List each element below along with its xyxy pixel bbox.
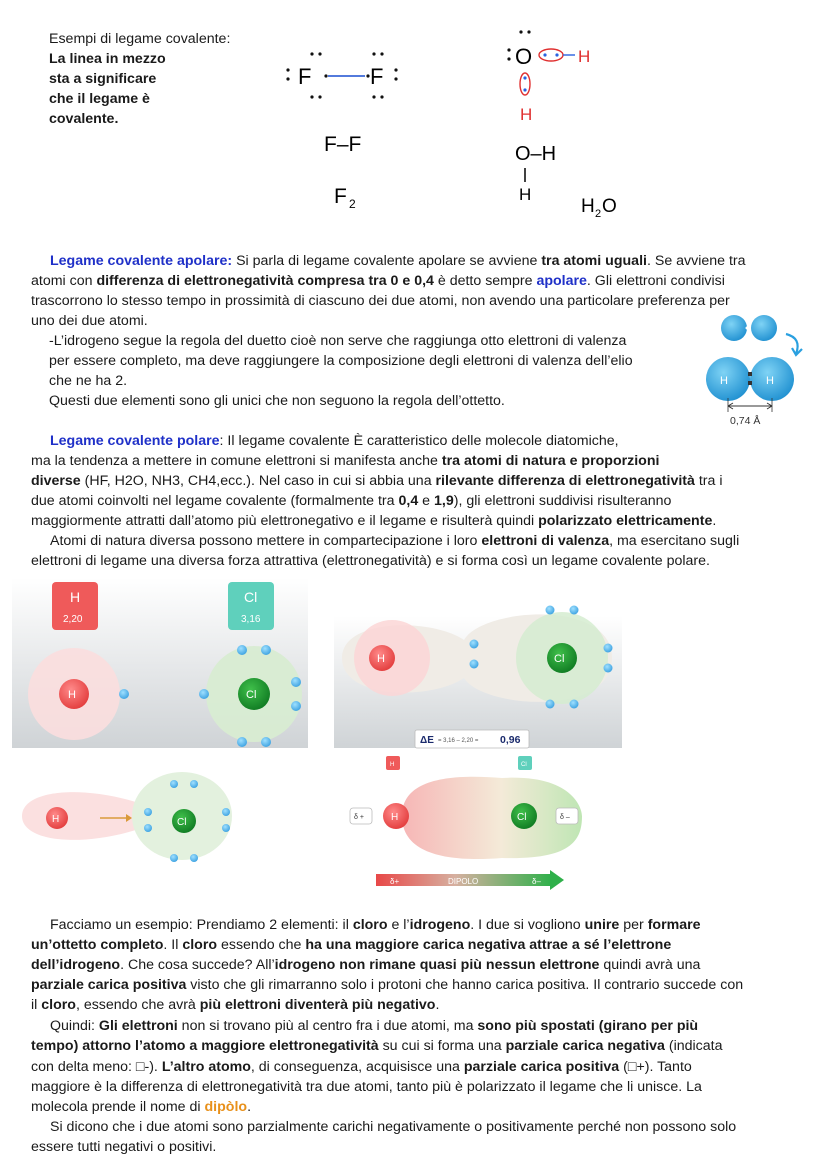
h-electronegativity: 2,20	[63, 614, 83, 625]
polare-line-3: diverse (HF, H2O, NH3, CH4,ecc.). Nel caso in cui si abbia una rilevante differenza di elettronegatività tra i	[31, 473, 723, 489]
water-h-formula: H	[519, 185, 532, 204]
example-line-10: molecola prende il nome di dipòlo.	[31, 1099, 252, 1115]
example-line-2: un’ottetto completo. Il cloro essendo che ha una maggiore carica negativa attrae a sé l’elettrone	[31, 937, 672, 953]
f-f-line-formula: F–F	[324, 133, 362, 156]
h-atom-label-4: H	[391, 812, 399, 823]
hydrogen-line-3: che ne ha 2.	[49, 373, 128, 389]
apolare-line-1: Legame covalente apolare: Si parla di legame covalente apolare se avviene tra atomi uguali. Se avviene tra	[50, 253, 746, 269]
h-atom-left-small	[721, 315, 747, 341]
example-line-8: con delta meno: □-). L’altro atomo, di conseguenza, acquisisce una parziale carica positiva (□+). Tanto	[31, 1059, 692, 1075]
delta-e-label: ΔE	[420, 735, 434, 746]
cl-atom-label-4: Cl	[517, 812, 527, 823]
example-line-9: maggiore è la differenza di elettronegatività tra due atomi, tanto più è polarizzato il legame che li unisce. La	[31, 1079, 702, 1095]
water-o-h-formula: O–H	[515, 143, 557, 165]
water-sketch	[495, 22, 655, 222]
f-left-symbol: F	[298, 64, 312, 89]
water-h-bottom: H	[520, 105, 533, 124]
h-atom-label-3: H	[52, 814, 60, 825]
h-atom-label: H	[68, 689, 76, 701]
example-line-5: il cloro, essendo che avrà più elettroni diventerà più negativo.	[31, 997, 440, 1013]
delta-e-value: 0,96	[500, 734, 521, 746]
intro-line: covalente.	[49, 111, 119, 127]
example-line-1: Facciamo un esempio: Prendiamo 2 elementi: il cloro e l’idrogeno. I due si vogliono unire per formare	[50, 917, 701, 933]
fluorine-sketch	[268, 40, 418, 220]
water-h-top: H	[578, 47, 591, 66]
h2o-subscript: 2	[595, 208, 602, 220]
example-line-7: tempo) attorno l’atomo a maggiore elettronegatività su cui si forma una parziale carica negativa (indicata	[31, 1038, 723, 1054]
intro-line: La linea in mezzo	[49, 51, 166, 67]
apolare-line-3: trascorrono lo stesso tempo in prossimità di ciascuno dei due atomi, non avendo una particolare preferenza per	[31, 293, 730, 309]
polare-line-5: maggiormente attratti dall’atomo più elettronegativo e il legame e risulterà quindi polarizzato elettricamente.	[31, 513, 717, 529]
delta-minus-label: δ –	[560, 814, 570, 821]
f-right-symbol: F	[370, 64, 384, 89]
hydrogen-line-2: per essere completo, ma deve raggiungere la composizione degli elettroni di valenza dell’elio	[49, 353, 633, 369]
polare-line-1: Legame covalente polare: Il legame covalente È caratteristico delle molecole diatomiche,	[50, 433, 619, 449]
apolare-line-2: atomi con differenza di elettronegatività compresa tra 0 e 0,4 è detto sempre apolare. Gli elettroni condivisi	[31, 273, 725, 289]
dipole-minus: δ–	[532, 877, 541, 886]
polare-line-7: elettroni di legame una diversa forza attrattiva (elettronegatività) e si forma così un legame covalente polare.	[31, 553, 710, 569]
h-atom-label-2: H	[377, 653, 385, 665]
h-atom-left	[706, 357, 750, 401]
hcl-polar-bond-figures	[12, 578, 622, 898]
polare-line-4: due atomi coinvolti nel legame covalente (formalmente tra 0,4 e 1,9), gli elettroni suddivisi risulteranno	[31, 493, 672, 509]
h-mini-tile: H	[390, 762, 395, 768]
h-tile-symbol: H	[70, 589, 81, 605]
bond-distance-label: 0,74 Å	[730, 415, 761, 427]
h-atom-right-small	[751, 315, 777, 341]
cl-atom-label-3: Cl	[177, 817, 187, 828]
hydrogen-line-4: Questi due elementi sono gli unici che non seguono la regola dell’ottetto.	[49, 393, 505, 409]
cl-atom-label-2: Cl	[554, 653, 565, 665]
example-line-3: dell’idrogeno. Che cosa succede? All’idrogeno non rimane quasi più nessun elettrone quindi avrà una	[31, 957, 701, 973]
intro-heading: Esempi di legame covalente:	[49, 31, 231, 47]
polare-line-6: Atomi di natura diversa possono mettere in compartecipazione i loro elettroni di valenza, ma esercitano sugli	[50, 533, 740, 549]
cl-mini-tile: Cl	[521, 762, 527, 768]
example-line-6: Quindi: Gli elettroni non si trovano più al centro fra i due atomi, ma sono più spostati (girano per più	[50, 1018, 699, 1034]
h-right-label: H	[766, 375, 774, 387]
intro-line: che il legame è	[49, 91, 150, 107]
example-line-12: essere tutti negativi o positivi.	[31, 1139, 217, 1155]
delta-e-calc: = 3,16 – 2,20 =	[438, 738, 479, 744]
h2-molecule-figure	[696, 312, 816, 432]
cl-atom-label: Cl	[246, 689, 257, 701]
example-line-11: Si dicono che i due atomi sono parzialmente carichi negativamente o positivamente perché non possono solo	[50, 1119, 737, 1135]
f2-subscript: 2	[349, 197, 356, 211]
f2-symbol: F	[334, 185, 347, 208]
example-line-4: parziale carica positiva visto che gli rimarranno solo i protoni che hanno carica positiva. Il contrario succede con	[31, 977, 744, 993]
h2o-h: H	[581, 196, 595, 217]
apolare-line-4: uno dei due atomi.	[31, 313, 148, 329]
polare-line-2: ma la tendenza a mettere in comune elettroni si manifesta anche tra atomi di natura e proporzioni	[31, 453, 660, 469]
hydrogen-line-1: -L’idrogeno segue la regola del duetto cioè non serve che raggiunga otto elettroni di valenza	[49, 333, 627, 349]
delta-plus-label: δ +	[354, 814, 364, 821]
h2o-o: O	[602, 196, 617, 217]
dipole-label: DIPOLO	[448, 877, 479, 886]
h-left-label: H	[720, 375, 728, 387]
dipole-plus: δ+	[390, 877, 400, 886]
cl-tile-symbol: Cl	[244, 589, 258, 605]
cl-electronegativity: 3,16	[241, 614, 261, 625]
water-o-symbol: O	[515, 44, 533, 69]
intro-line: sta a significare	[49, 71, 157, 87]
